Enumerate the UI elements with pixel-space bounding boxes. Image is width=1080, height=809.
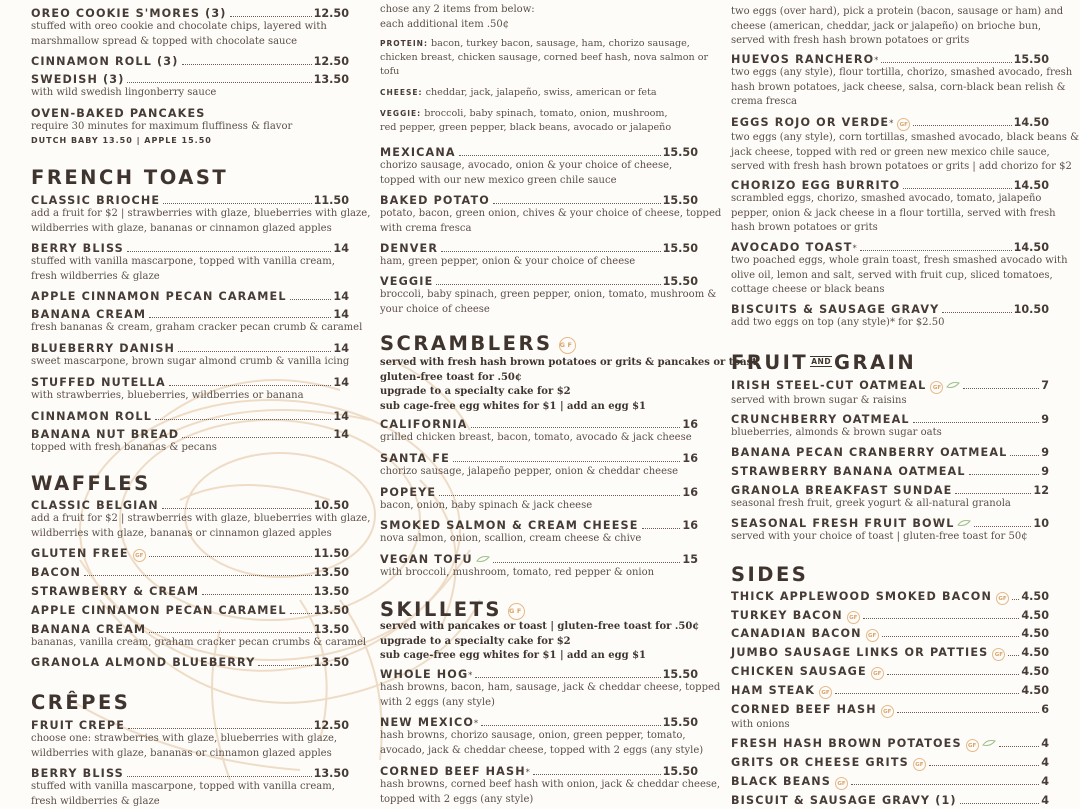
item-description: hash browns, corned beef hash with onion, jack & cheddar cheese, — [380, 778, 698, 793]
item-description: sweet mascarpone, brown sugar almond crumb & vanilla icing — [31, 355, 349, 370]
item-description: two eggs (over hard), pick a protein (bacon, sausage or ham) and — [731, 5, 1049, 20]
item-description: nova salmon, onion, scallion, cream cheese & chive — [380, 532, 698, 547]
item-price: 4.50 — [1021, 627, 1049, 640]
intro-line: chose any 2 items from below: — [380, 3, 698, 18]
item-name: APPLE CINNAMON PECAN CARAMEL — [31, 604, 287, 617]
item-name: BANANA CREAM — [31, 308, 146, 321]
side-biscuit-gravy — [731, 794, 1049, 807]
item-price: 9 — [1041, 413, 1049, 426]
item-name: FRUIT CREPE — [31, 719, 125, 732]
item-name: OREO COOKIE S'MORES (3) — [31, 7, 227, 20]
item-name: BISCUIT & SAUSAGE GRAVY (1) — [731, 794, 957, 807]
omelet-intro — [380, 3, 698, 32]
omelet-veggie-options — [380, 107, 698, 135]
item-name: HAM STEAK — [731, 684, 815, 697]
menu-item-stuffed-nutella — [31, 376, 349, 404]
item-name: IRISH STEEL-CUT OATMEAL — [731, 379, 926, 392]
item-description: bacon, onion, baby spinach & jack cheese — [380, 499, 698, 514]
item-description: marshmallow spread & topped with chocolate sauce — [31, 35, 349, 50]
menu-item-california — [380, 418, 698, 446]
item-name: POPEYE — [380, 486, 436, 499]
side-thick-applewood-bacon — [731, 590, 1049, 605]
menu-item-denver — [380, 242, 698, 270]
item-name: GLUTEN FREE — [31, 547, 129, 560]
item-description: with broccoli, mushroom, tomato, red pepper & onion — [380, 566, 698, 581]
intro-line: served with pancakes or toast | gluten-free toast for .50¢ — [380, 620, 698, 635]
item-description: topped with our new mexico green chile sauce — [380, 174, 698, 189]
item-price: 12 — [1033, 484, 1049, 497]
item-description: hash browns, chorizo sausage, onion, green pepper, tomato, — [380, 729, 698, 744]
omelet-cheese-options — [380, 86, 698, 100]
item-price: 15.50 — [663, 242, 698, 255]
intro-line: gluten-free toast for .50¢ — [380, 371, 698, 386]
item-description: hash brown potatoes or grits — [731, 221, 1049, 236]
item-name: OVEN-BAKED PANCAKES — [31, 107, 205, 120]
item-name: GRITS OR CHEESE GRITS — [731, 756, 909, 769]
item-description: stuffed with vanilla mascarpone, topped with vanilla cream, — [31, 255, 349, 270]
item-name: SWEDISH (3) — [31, 73, 124, 86]
gluten-free-icon: GF — [866, 629, 879, 642]
scramblers-intro — [380, 356, 698, 414]
gluten-free-icon: GF — [847, 611, 860, 624]
item-name: SMOKED SALMON & CREAM CHEESE — [380, 519, 639, 532]
item-description: two eggs (any style), corn tortillas, smashed avocado, black beans & — [731, 131, 1049, 146]
item-name: BAKED POTATO — [380, 194, 490, 207]
item-price: 4.50 — [1021, 665, 1049, 678]
side-canadian-bacon — [731, 627, 1049, 642]
gluten-free-icon: GF — [871, 667, 884, 680]
side-jumbo-sausage — [731, 646, 1049, 661]
raw-egg-star: * — [874, 56, 878, 65]
item-name: SEASONAL FRESH FRUIT BOWL — [731, 517, 954, 530]
menu-item-cinnamon-roll-3 — [31, 55, 349, 68]
vegan-leaf-icon — [476, 555, 490, 563]
gluten-free-icon: GF — [966, 739, 979, 752]
item-name: JUMBO SAUSAGE LINKS OR PATTIES — [731, 646, 988, 659]
item-description: served with fresh hash brown potatoes or grits — [731, 34, 1049, 49]
menu-item-swedish — [31, 73, 349, 101]
intro-line: served with fresh hash brown potatoes or grits & pancakes or toast — [380, 356, 698, 371]
menu-item-strawberry-cream — [31, 585, 349, 598]
option-text: chicken breast, chicken sausage, corned beef hash, nova salmon or — [380, 51, 698, 65]
menu-item-vegan-tofu — [380, 553, 698, 581]
item-price: 13.50 — [314, 767, 349, 780]
section-title-text: SCRAMBLERS — [380, 332, 553, 355]
menu-item-gluten-free-waffle — [31, 547, 349, 562]
item-price: 16 — [682, 452, 698, 465]
item-description: cheese (american, cheddar, jack or jalapeño) on brioche bun, — [731, 20, 1049, 35]
gluten-free-icon: GF — [930, 381, 943, 394]
item-price: 14.50 — [1014, 116, 1049, 129]
menu-item-baked-potato — [380, 194, 698, 236]
menu-item-apple-cinnamon-pecan-caramel — [31, 290, 349, 303]
item-description: olive oil, lemon and salt, served with fruit cup, sliced tomatoes, — [731, 269, 1049, 284]
item-name: CHICKEN SAUSAGE — [731, 665, 867, 678]
gluten-free-icon: GF — [559, 337, 576, 354]
item-price: 15.50 — [663, 146, 698, 159]
section-title-crepes: CRÊPES — [31, 691, 349, 714]
gluten-free-icon: GF — [508, 603, 525, 620]
vegan-leaf-icon — [982, 739, 996, 747]
item-price: 15.50 — [663, 194, 698, 207]
item-description: chorizo sausage, avocado, onion & your choice of cheese, — [380, 159, 698, 174]
item-name: STUFFED NUTELLA — [31, 376, 166, 389]
item-description: your choice of cheese — [380, 303, 698, 318]
item-price: 13.50 — [314, 566, 349, 579]
item-price: 6 — [1041, 703, 1049, 716]
item-description: with crema fresca — [380, 222, 698, 237]
menu-item-banana-cream — [31, 308, 349, 336]
item-price: 14.50 — [1014, 241, 1049, 254]
item-description: add a fruit for $2 | strawberries with glaze, blueberries with glaze, — [31, 512, 349, 527]
item-description: stuffed with vanilla mascarpone, topped with vanilla cream, — [31, 780, 349, 795]
item-price: 14 — [333, 410, 349, 423]
gluten-free-icon: GF — [835, 777, 848, 790]
item-name: TURKEY BACON — [731, 609, 843, 622]
menu-item-whole-hog — [380, 668, 698, 710]
item-name: BISCUITS & SAUSAGE GRAVY — [731, 303, 939, 316]
item-description: wildberries with glaze, bananas or cinnamon glazed apples — [31, 527, 349, 542]
item-name: VEGAN TOFU — [380, 553, 473, 566]
item-price: 14 — [333, 242, 349, 255]
item-price: 10.50 — [1014, 303, 1049, 316]
option-text: red pepper, green pepper, black beans, avocado or jalapeño — [380, 121, 698, 135]
item-price: 14.50 — [1014, 179, 1049, 192]
option-label: PROTEIN: — [380, 39, 428, 48]
item-price: 14 — [333, 308, 349, 321]
item-price: 12.50 — [314, 7, 349, 20]
item-price: 15.50 — [663, 716, 698, 729]
item-price: 14 — [333, 428, 349, 441]
vegan-leaf-icon — [957, 519, 971, 527]
raw-egg-star: * — [526, 768, 530, 777]
menu-item-crunchberry-oatmeal — [731, 413, 1049, 441]
item-price: 13.50 — [314, 585, 349, 598]
item-price: 15.50 — [663, 668, 698, 681]
menu-item-fruit-crepe — [31, 719, 349, 761]
item-description: with onions — [731, 718, 1049, 733]
menu-item-seasonal-fruit-bowl — [731, 517, 1049, 545]
section-title-text: FRUIT — [731, 351, 808, 374]
menu-item-cinnamon-roll — [31, 410, 349, 423]
menu-item-oven-baked-pancakes — [31, 107, 349, 145]
item-price: 14 — [333, 290, 349, 303]
item-description: require 30 minutes for maximum fluffiness & flavor — [31, 120, 349, 135]
item-price: 16 — [682, 519, 698, 532]
item-description: cottage cheese or black beans — [731, 283, 1049, 298]
menu-item-banana-cream-waffle — [31, 623, 349, 651]
item-price: 10.50 — [314, 499, 349, 512]
omelet-protein-options — [380, 37, 698, 79]
item-price: 13.50 — [314, 604, 349, 617]
item-name: STRAWBERRY BANANA OATMEAL — [731, 465, 966, 478]
item-price: 12.50 — [314, 55, 349, 68]
item-name: THICK APPLEWOOD SMOKED BACON — [731, 590, 992, 603]
menu-item-oreo-smores — [31, 7, 349, 49]
gluten-free-icon: GF — [992, 648, 1005, 661]
item-description: potato, bacon, green onion, chives & your choice of cheese, topped — [380, 207, 698, 222]
item-price: 15.50 — [1014, 53, 1049, 66]
item-name: CLASSIC BRIOCHE — [31, 194, 160, 207]
menu-item-apple-cinnamon-waffle — [31, 604, 349, 617]
item-price: 4 — [1041, 756, 1049, 769]
item-description: blueberries, almonds & brown sugar oats — [731, 426, 1049, 441]
item-description: bananas, vanilla cream, graham cracker pecan crumbs & caramel — [31, 636, 349, 651]
item-name: CALIFORNIA — [380, 418, 468, 431]
item-description: broccoli, baby spinach, green pepper, onion, tomato, mushroom & — [380, 288, 698, 303]
item-description: with wild swedish lingonberry sauce — [31, 86, 349, 101]
menu-item-banana-pecan-oatmeal — [731, 446, 1049, 459]
option-text: cheddar, jack, jalapeño, swiss, american or feta — [423, 87, 657, 98]
item-description: hash browns, bacon, ham, sausage, jack & cheddar cheese, topped — [380, 681, 698, 696]
item-name: BACON — [31, 566, 81, 579]
menu-item-chorizo-egg-burrito — [731, 179, 1049, 236]
menu-item-avocado-toast — [731, 241, 1049, 298]
item-name: AVOCADO TOAST — [731, 241, 853, 254]
intro-line: upgrade to a specialty cake for $2 — [380, 635, 698, 650]
menu-item-popeye — [380, 486, 698, 514]
item-description: two poached eggs, whole grain toast, fresh smashed avocado with — [731, 254, 1049, 269]
item-description: add a fruit for $2 | strawberries with glaze, blueberries with glaze, — [31, 207, 349, 222]
item-description: pepper, onion & jack cheese in a flour tortilla, served with fresh — [731, 207, 1049, 222]
item-price: 4.50 — [1021, 646, 1049, 659]
item-name: GRANOLA BREAKFAST SUNDAE — [731, 484, 952, 497]
section-title-waffles: WAFFLES — [31, 472, 349, 495]
menu-item-classic-belgian — [31, 499, 349, 541]
gluten-free-icon: GF — [996, 592, 1009, 605]
item-name: APPLE CINNAMON PECAN CARAMEL — [31, 290, 287, 303]
side-grits — [731, 756, 1049, 771]
menu-item-blueberry-danish — [31, 342, 349, 370]
item-description: fresh wildberries & glaze — [31, 795, 349, 809]
intro-line: upgrade to a specialty cake for $2 — [380, 385, 698, 400]
intro-line: each additional item .50¢ — [380, 18, 698, 33]
item-name: NEW MEXICO — [380, 716, 474, 729]
item-description: with strawberries, blueberries, wildberries or banana — [31, 389, 349, 404]
item-description: choose one: strawberries with glaze, blueberries with glaze, — [31, 732, 349, 747]
gluten-free-icon: GF — [133, 549, 146, 562]
item-description: fresh wildberries & glaze — [31, 270, 349, 285]
menu-item-huevos-ranchero — [731, 53, 1049, 110]
menu-item-biscuits-sausage-gravy — [731, 303, 1049, 331]
item-name: MEXICANA — [380, 146, 456, 159]
item-description: wildberries with glaze, bananas or cinnamon glazed apples — [31, 222, 349, 237]
item-price: 4 — [1041, 775, 1049, 788]
option-text: bacon, turkey bacon, sausage, ham, chorizo sausage, — [428, 38, 690, 49]
item-name: FRESH HASH BROWN POTATOES — [731, 737, 962, 750]
menu-item-banana-nut-bread — [31, 428, 349, 456]
item-description: topped with fresh bananas & pecans — [31, 441, 349, 456]
item-price: 10 — [1033, 517, 1049, 530]
item-name: BERRY BLISS — [31, 242, 124, 255]
item-price: 7 — [1041, 379, 1049, 392]
item-description: fresh bananas & cream, graham cracker pecan crumb & caramel — [31, 321, 349, 336]
section-title-text: SKILLETS — [380, 598, 502, 621]
side-turkey-bacon — [731, 609, 1049, 624]
section-title-and: AND — [810, 356, 832, 367]
item-description: grilled chicken breast, bacon, tomato, avocado & jack cheese — [380, 431, 698, 446]
item-name: GRANOLA ALMOND BLUEBERRY — [31, 656, 255, 669]
item-description: avocado, jack & cheddar cheese, topped with 2 eggs (any style) — [380, 744, 698, 759]
item-description: served with your choice of toast | gluten-free toast for 50¢ — [731, 530, 1049, 545]
gluten-free-icon: GF — [881, 705, 894, 718]
item-name: CINNAMON ROLL — [31, 410, 152, 423]
item-description: two eggs (any style), flour tortilla, chorizo, smashed avocado, fresh — [731, 66, 1049, 81]
menu-item-irish-oatmeal — [731, 379, 1049, 409]
side-hash-brown-potatoes — [731, 737, 1049, 752]
item-price: 4 — [1041, 794, 1049, 807]
item-price: 16 — [682, 486, 698, 499]
vegan-leaf-icon — [946, 381, 960, 389]
menu-item-classic-brioche — [31, 194, 349, 236]
item-description: with 2 eggs (any style) — [380, 696, 698, 711]
item-description: scrambled eggs, chorizo, smashed avocado, tomato, jalapeño — [731, 192, 1049, 207]
menu-item-santa-fe — [380, 452, 698, 480]
item-name: EGGS ROJO OR VERDE — [731, 116, 889, 129]
item-price: 14 — [333, 342, 349, 355]
raw-egg-star: * — [474, 719, 478, 728]
item-price: 16 — [682, 418, 698, 431]
menu-item-new-mexico — [380, 716, 698, 758]
item-price: 9 — [1041, 446, 1049, 459]
item-name: WHOLE HOG — [380, 668, 468, 681]
menu-item-eggs-rojo-verde — [731, 116, 1049, 175]
item-description: stuffed with oreo cookie and chocolate chips, layered with — [31, 20, 349, 35]
menu-item-berry-bliss-crepe — [31, 767, 349, 809]
item-name: VEGGIE — [380, 275, 433, 288]
item-name: DENVER — [380, 242, 438, 255]
item-name: CANADIAN BACON — [731, 627, 862, 640]
gluten-free-icon: GF — [913, 758, 926, 771]
item-description: wildberries with glaze, bananas or cinnamon glazed apples — [31, 747, 349, 762]
item-name: CINNAMON ROLL (3) — [31, 55, 179, 68]
menu-item-mexicana — [380, 146, 698, 188]
item-description: topped with 2 eggs (any style) — [380, 793, 698, 808]
item-name: BLUEBERRY DANISH — [31, 342, 175, 355]
item-name: CLASSIC BELGIAN — [31, 499, 159, 512]
menu-item-strawberry-banana-oatmeal — [731, 465, 1049, 478]
item-price: 4.50 — [1021, 609, 1049, 622]
intro-line: sub cage-free egg whites for $1 | add an egg $1 — [380, 649, 698, 664]
sub-prices: DUTCH BABY 13.50 | APPLE 15.50 — [31, 136, 349, 145]
raw-egg-star: * — [468, 671, 472, 680]
item-name: BANANA PECAN CRANBERRY OATMEAL — [731, 446, 1007, 459]
item-price: 13.50 — [314, 623, 349, 636]
item-name: BLACK BEANS — [731, 775, 831, 788]
item-description: seasonal fresh fruit, greek yogurt & all-natural granola — [731, 497, 1049, 512]
side-ham-steak — [731, 684, 1049, 699]
menu-item-bacon-waffle — [31, 566, 349, 579]
item-price: 13.50 — [314, 73, 349, 86]
item-price: 11.50 — [314, 547, 349, 560]
section-title-skillets — [380, 598, 698, 621]
item-price: 14 — [333, 376, 349, 389]
item-price: 11.50 — [314, 194, 349, 207]
section-title-fruit-and-grain — [731, 351, 1049, 374]
item-name: SANTA FE — [380, 452, 450, 465]
option-text: broccoli, baby spinach, tomato, onion, mushroom, — [421, 108, 667, 119]
item-description: jack cheese, topped with red or green new mexico chile sauce, — [731, 146, 1049, 161]
item-name: STRAWBERRY & CREAM — [31, 585, 199, 598]
option-text: tofu — [380, 65, 698, 79]
section-title-scramblers — [380, 332, 698, 355]
gluten-free-icon: GF — [897, 118, 910, 131]
item-name: HUEVOS RANCHERO — [731, 53, 874, 66]
item-price: 4.50 — [1021, 590, 1049, 603]
item-name: BANANA NUT BREAD — [31, 428, 179, 441]
item-price: 15 — [682, 553, 698, 566]
item-description: served with brown sugar & raisins — [731, 394, 1049, 409]
item-name: BANANA CREAM — [31, 623, 146, 636]
item-name: CRUNCHBERRY OATMEAL — [731, 413, 910, 426]
raw-egg-star: * — [853, 244, 857, 253]
section-title-text: GRAIN — [834, 351, 916, 374]
item-price: 4.50 — [1021, 684, 1049, 697]
menu-item-granola-almond-blueberry — [31, 656, 349, 669]
intro-line: sub cage-free egg whites for $1 | add an egg $1 — [380, 400, 698, 415]
item-name: BERRY BLISS — [31, 767, 124, 780]
section-title-sides: SIDES — [731, 563, 1049, 586]
menu-item-berry-bliss — [31, 242, 349, 284]
egg-sandwich-description — [731, 5, 1049, 49]
menu-item-smoked-salmon — [380, 519, 698, 547]
item-price: 4 — [1041, 737, 1049, 750]
gluten-free-icon: GF — [819, 686, 832, 699]
item-description: add two eggs on top (any style)* for $2.50 — [731, 316, 1049, 331]
item-price: 12.50 — [314, 719, 349, 732]
item-description: chorizo sausage, jalapeño pepper, onion & cheddar cheese — [380, 465, 698, 480]
side-black-beans — [731, 775, 1049, 790]
item-price: 15.50 — [663, 765, 698, 778]
item-price: 9 — [1041, 465, 1049, 478]
option-label: CHEESE: — [380, 88, 423, 97]
skillets-intro — [380, 620, 698, 664]
side-chicken-sausage — [731, 665, 1049, 680]
side-corned-beef-hash — [731, 703, 1049, 733]
item-description: crema fresca — [731, 95, 1049, 110]
item-name: CORNED BEEF HASH — [380, 765, 526, 778]
raw-egg-star: * — [889, 119, 893, 128]
item-description: served with fresh hash brown potatoes or grits | add chorizo for $2 — [731, 160, 1049, 175]
item-price: 13.50 — [314, 656, 349, 669]
item-price: 15.50 — [663, 275, 698, 288]
menu-item-corned-beef-hash-skillet — [380, 765, 698, 807]
item-name: CHORIZO EGG BURRITO — [731, 179, 900, 192]
section-title-french-toast: FRENCH TOAST — [31, 166, 349, 189]
item-description: hash brown potatoes, jack cheese, salsa, corn-black bean relish & — [731, 81, 1049, 96]
item-description: ham, green pepper, onion & your choice of cheese — [380, 255, 698, 270]
menu-item-granola-sundae — [731, 484, 1049, 512]
menu-item-veggie — [380, 275, 698, 317]
item-name: CORNED BEEF HASH — [731, 703, 877, 716]
option-label: VEGGIE: — [380, 109, 421, 118]
